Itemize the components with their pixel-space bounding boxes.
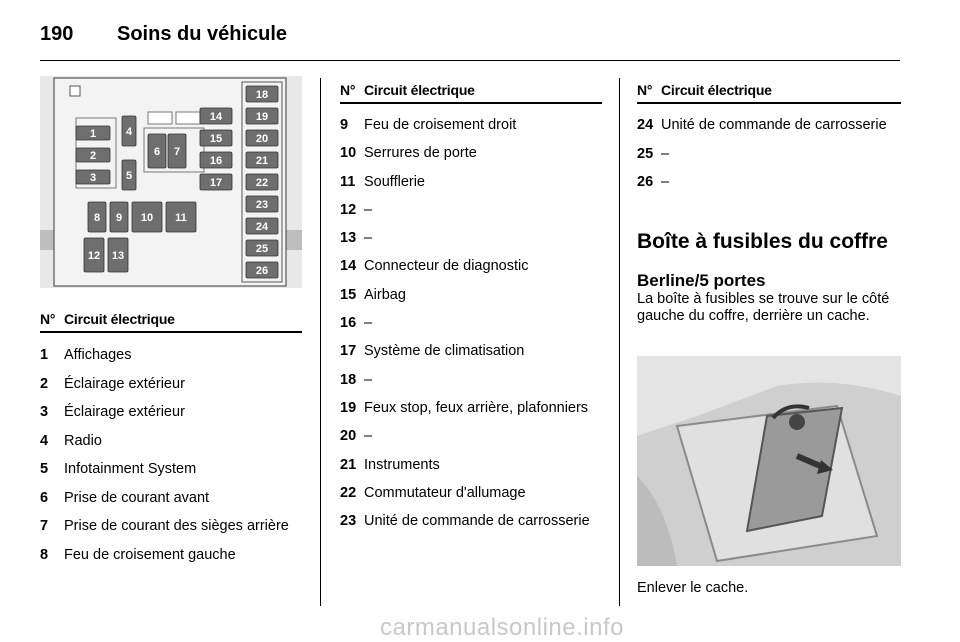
table-row: [40, 461, 302, 478]
fuse-label: 17: [209, 177, 223, 189]
fuse-label: 2: [89, 150, 97, 162]
fuse-label: 4: [125, 126, 133, 138]
fuse-number: 24: [637, 117, 654, 133]
table-row: [340, 485, 602, 502]
fuse-number: 14: [340, 258, 357, 275]
circuit-description: Prise de courant avant: [64, 489, 210, 506]
column-divider-2: [619, 78, 620, 606]
fuse-label: 14: [209, 111, 223, 123]
table-row: [637, 146, 901, 163]
circuit-description: Commutateur d'allumage: [364, 484, 526, 501]
table-row: [340, 258, 602, 275]
circuit-description: Éclairage extérieur: [64, 404, 185, 420]
fuse-box-diagram: [40, 76, 302, 288]
fuse-label: 16: [209, 155, 223, 167]
circuit-description: Unité de commande de carrosserie: [661, 117, 887, 133]
fuse-number: 1: [40, 347, 49, 363]
fuse-number: 17: [340, 343, 357, 360]
column-header-circuit: Circuit électrique: [364, 82, 475, 98]
table-row: [340, 513, 602, 530]
table-header: [637, 82, 901, 104]
circuit-description: Prise de courant des sièges arrière: [64, 518, 289, 534]
column-header-circuit: Circuit électrique: [64, 311, 175, 327]
circuit-description: –: [364, 428, 373, 445]
table-row: [340, 400, 602, 417]
circuit-description: –: [364, 201, 373, 218]
page-header: [40, 18, 287, 50]
photo-caption: Enlever le cache.: [637, 580, 749, 596]
fuse-label: 26: [255, 265, 269, 277]
table-row: [40, 404, 302, 421]
fuse-label: 15: [209, 133, 223, 145]
circuit-description: Airbag: [364, 286, 406, 303]
fuse-label: 24: [255, 221, 269, 233]
circuit-description: Connecteur de diagnostic: [364, 258, 529, 275]
fuse-label: 11: [175, 212, 187, 224]
circuit-description: Infotainment System: [64, 461, 197, 477]
table-row: [340, 315, 602, 332]
circuit-description: Éclairage extérieur: [64, 375, 185, 392]
header-rule: [40, 60, 900, 61]
fuse-label: 23: [255, 199, 269, 211]
fuse-number: 21: [340, 456, 357, 473]
fuse-number: 7: [40, 518, 49, 534]
circuit-description: –: [364, 315, 373, 332]
table-row: [40, 490, 302, 507]
fuse-label: 7: [173, 146, 181, 158]
fuse-number: 22: [340, 484, 357, 501]
table-row: [40, 433, 302, 450]
fuse-label: 6: [153, 146, 161, 158]
table-row: [340, 287, 602, 304]
diagram-mount-right: [286, 230, 302, 250]
fuse-label: 5: [125, 170, 133, 182]
table-row: [40, 547, 302, 564]
fuse-number: 13: [340, 230, 357, 247]
page-number: 190: [40, 22, 74, 45]
fuse-label: 18: [255, 89, 269, 101]
fuse-number: 25: [637, 145, 654, 162]
fuse-label: 9: [115, 212, 123, 224]
fuse-label: 12: [87, 250, 101, 262]
fuse-number: 3: [40, 404, 49, 420]
circuit-table-2: [340, 82, 602, 530]
fuse-number: 11: [340, 173, 356, 190]
fuse-label: 22: [255, 177, 269, 189]
fuse-number: 16: [340, 315, 357, 332]
fuse-number: 12: [340, 201, 357, 218]
section-subtitle: Berline/5 portes: [637, 271, 766, 290]
fuse-number: 5: [40, 461, 49, 477]
table-body: [40, 347, 302, 564]
fuse-label: 20: [255, 133, 269, 145]
fuse-number: 26: [637, 174, 654, 190]
column-divider-1: [320, 78, 321, 606]
table-row: [340, 174, 602, 191]
corner-mark: [70, 86, 80, 96]
fuse-number: 2: [40, 375, 49, 392]
table-row: [340, 343, 602, 360]
circuit-description: Feux stop, feux arrière, plafonniers: [364, 399, 589, 416]
table-row: [340, 202, 602, 219]
circuit-description: Radio: [64, 432, 102, 449]
table-row: [340, 372, 602, 389]
watermark: carmanualsonline.info: [380, 614, 624, 641]
fuse-number: 10: [340, 145, 357, 162]
table-row: [637, 174, 901, 191]
circuit-description: Système de climatisation: [364, 343, 525, 360]
table-row: [340, 117, 602, 134]
fuse-number: 18: [340, 371, 357, 388]
fuse-label: 13: [111, 250, 125, 262]
circuit-description: –: [661, 145, 670, 162]
table-header: [40, 311, 302, 333]
fuse-label: 3: [89, 172, 97, 184]
table-body: [340, 117, 602, 530]
fuse-label: 8: [93, 212, 101, 224]
column-header-circuit: Circuit électrique: [661, 82, 772, 98]
section-title: Boîte à fusibles du coffre: [637, 230, 888, 253]
circuit-description: Feu de croisement droit: [364, 117, 517, 133]
column-header-number: N°: [340, 82, 356, 98]
page-title: Soins du véhicule: [117, 22, 288, 45]
table-row: [340, 230, 602, 247]
circuit-description: Instruments: [364, 456, 440, 473]
circuit-description: Feu de croisement gauche: [64, 546, 236, 563]
relay-slot: [176, 112, 200, 124]
fuse-number: 6: [40, 489, 49, 506]
table-body: [637, 117, 901, 191]
circuit-description: –: [661, 174, 670, 190]
fuse-number: 4: [40, 432, 49, 449]
fuse-label: 21: [255, 155, 269, 167]
circuit-table-1: [40, 311, 302, 564]
fuse-label: 25: [255, 243, 269, 255]
fuse-label: 10: [140, 212, 154, 224]
circuit-description: Serrures de porte: [364, 145, 477, 162]
table-row: [340, 428, 602, 445]
table-row: [340, 457, 602, 474]
table-row: [340, 145, 602, 162]
cover-knob: [789, 414, 805, 430]
fuse-number: 19: [340, 399, 357, 416]
circuit-description: –: [364, 371, 373, 388]
table-row: [40, 518, 302, 535]
fuse-number: 20: [340, 428, 357, 445]
fuse-number: 23: [340, 513, 357, 530]
table-header: [340, 82, 602, 104]
column-header-number: N°: [637, 82, 653, 98]
fuse-number: 9: [340, 117, 349, 133]
relay-slot: [148, 112, 172, 124]
circuit-description: Affichages: [64, 347, 132, 363]
circuit-description: Soufflerie: [364, 173, 425, 190]
table-row: [40, 347, 302, 364]
section-paragraph: La boîte à fusibles se trouve sur le côté gauche du coffre, derrière un cache.: [637, 291, 890, 324]
trunk-cover-photo: [637, 356, 901, 566]
column-header-number: N°: [40, 311, 56, 327]
circuit-table-3: [637, 82, 901, 191]
fuse-number: 8: [40, 546, 49, 563]
fuse-label: 19: [255, 111, 269, 123]
circuit-description: Unité de commande de carrosserie: [364, 513, 590, 530]
fuse-label: 1: [89, 128, 97, 140]
table-row: [40, 376, 302, 393]
circuit-description: –: [364, 230, 373, 247]
fuse-number: 15: [340, 286, 357, 303]
table-row: [637, 117, 901, 134]
